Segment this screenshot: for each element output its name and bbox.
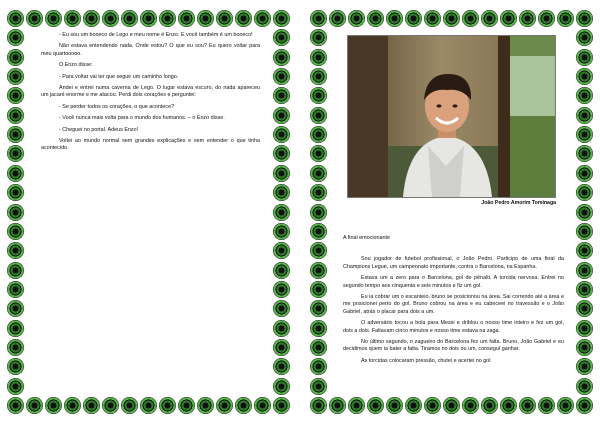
paragraph: - Você nunca mais volta para o mundo dos humanos. – o Enzo disse. (59, 115, 225, 122)
photo-caption: João Pedro Amorim Tominaga (481, 200, 556, 206)
left-page (7, 10, 290, 414)
green-globe-ornament-icon (348, 10, 365, 27)
green-globe-ornament-icon (576, 397, 593, 414)
green-globe-ornament-icon (310, 145, 327, 162)
green-globe-ornament-icon (273, 300, 290, 317)
green-globe-ornament-icon (7, 320, 24, 337)
green-globe-ornament-icon (140, 397, 157, 414)
green-globe-ornament-icon (310, 49, 327, 66)
green-globe-ornament-icon (254, 10, 271, 27)
green-globe-ornament-icon (519, 10, 536, 27)
green-globe-ornament-icon (310, 184, 327, 201)
paragraph: Não estava entendendo nada. Onde estou? O que eu sou? Eu quero voltar para meu quartooooo. (41, 43, 260, 57)
green-globe-ornament-icon (178, 397, 195, 414)
green-globe-ornament-icon (216, 10, 233, 27)
green-globe-ornament-icon (159, 10, 176, 27)
green-globe-ornament-icon (462, 10, 479, 27)
green-globe-ornament-icon (273, 358, 290, 375)
green-globe-ornament-icon (273, 10, 290, 27)
green-globe-ornament-icon (273, 223, 290, 240)
green-globe-ornament-icon (7, 242, 24, 259)
green-globe-ornament-icon (329, 10, 346, 27)
green-globe-ornament-icon (7, 397, 24, 414)
green-globe-ornament-icon (424, 397, 441, 414)
green-globe-ornament-icon (273, 126, 290, 143)
green-globe-ornament-icon (310, 358, 327, 375)
green-globe-ornament-icon (310, 68, 327, 85)
green-globe-ornament-icon (102, 397, 119, 414)
paragraph: No último segundo, o zagueiro do Barcelona fez um falta. Bruno, João Gabriel e eu decidimos quem ia bater a falta. Tiramos no dois ou um, conseguí ganhar. (343, 339, 564, 353)
green-globe-ornament-icon (7, 300, 24, 317)
green-globe-ornament-icon (576, 49, 593, 66)
green-globe-ornament-icon (83, 397, 100, 414)
green-globe-ornament-icon (159, 397, 176, 414)
paragraph: - Cheguei no portal. Adeus Enzo! (59, 126, 139, 133)
green-globe-ornament-icon (576, 320, 593, 337)
green-globe-ornament-icon (576, 358, 593, 375)
green-globe-ornament-icon (273, 87, 290, 104)
green-globe-ornament-icon (576, 242, 593, 259)
green-globe-ornament-icon (310, 10, 327, 27)
green-globe-ornament-icon (576, 378, 593, 395)
story-title: A final emocionante (343, 235, 391, 241)
green-globe-ornament-icon (481, 397, 498, 414)
green-globe-ornament-icon (7, 184, 24, 201)
green-globe-ornament-icon (26, 397, 43, 414)
green-globe-ornament-icon (7, 358, 24, 375)
green-globe-ornament-icon (576, 87, 593, 104)
green-globe-ornament-icon (197, 10, 214, 27)
green-globe-ornament-icon (273, 397, 290, 414)
green-globe-ornament-icon (424, 10, 441, 27)
right-page-text (343, 235, 564, 369)
green-globe-ornament-icon (310, 242, 327, 259)
green-globe-ornament-icon (405, 397, 422, 414)
paragraph: - Se perder todos os corações, o que acontece? (59, 103, 175, 110)
green-globe-ornament-icon (273, 68, 290, 85)
green-globe-ornament-icon (310, 339, 327, 356)
boy-photo (347, 35, 556, 198)
green-globe-ornament-icon (7, 281, 24, 298)
green-globe-ornament-icon (273, 165, 290, 182)
green-globe-ornament-icon (576, 126, 593, 143)
green-globe-ornament-icon (273, 29, 290, 46)
paragraph: Sou jogador de futebol profissional, o João Pedro. Participo de uma final da Champions Legue, um campeonato importante, contra o Barcelona, na Espanha. (343, 256, 564, 270)
green-globe-ornament-icon (273, 184, 290, 201)
green-globe-ornament-icon (310, 204, 327, 221)
green-globe-ornament-icon (443, 10, 460, 27)
green-globe-ornament-icon (273, 262, 290, 279)
green-globe-ornament-icon (500, 397, 517, 414)
paragraph: - Para voltar vai ter que seguir um caminho longo. (59, 73, 179, 80)
paragraph: - Eu sou um boneco de Lego e meu nome é Enzo. E você também é um boneco! (59, 32, 253, 38)
green-globe-ornament-icon (216, 397, 233, 414)
green-globe-ornament-icon (7, 68, 24, 85)
green-globe-ornament-icon (576, 300, 593, 317)
green-globe-ornament-icon (310, 320, 327, 337)
green-globe-ornament-icon (576, 107, 593, 124)
green-globe-ornament-icon (329, 397, 346, 414)
green-globe-ornament-icon (310, 397, 327, 414)
green-globe-ornament-icon (121, 10, 138, 27)
paragraph: O Enzo disse: (59, 62, 93, 69)
paragraph: Eu ia cobrar um o escanteio, bruno se posicionou na área. Sai correndo até a área e me posicionei perto do gol. Bruno cobrou na área e eu cabeceei no travessão e o João Gabriel, atrás o placar para dois a um. (343, 294, 564, 315)
green-globe-ornament-icon (273, 145, 290, 162)
green-globe-ornament-icon (576, 204, 593, 221)
green-globe-ornament-icon (310, 126, 327, 143)
green-globe-ornament-icon (45, 397, 62, 414)
green-globe-ornament-icon (557, 10, 574, 27)
green-globe-ornament-icon (576, 184, 593, 201)
green-globe-ornament-icon (64, 10, 81, 27)
green-globe-ornament-icon (367, 10, 384, 27)
green-globe-ornament-icon (348, 397, 365, 414)
green-globe-ornament-icon (197, 397, 214, 414)
green-globe-ornament-icon (576, 339, 593, 356)
green-globe-ornament-icon (7, 107, 24, 124)
green-globe-ornament-icon (273, 49, 290, 66)
green-globe-ornament-icon (7, 126, 24, 143)
green-globe-ornament-icon (576, 68, 593, 85)
green-globe-ornament-icon (254, 397, 271, 414)
green-globe-ornament-icon (235, 397, 252, 414)
green-globe-ornament-icon (481, 10, 498, 27)
green-globe-ornament-icon (121, 397, 138, 414)
green-globe-ornament-icon (576, 165, 593, 182)
green-globe-ornament-icon (7, 49, 24, 66)
paragraph: Estava um a zero para o Barcelona, gol de pênalti. A torcida nervosa. Entrei no segundo tempo aos cinquenta e seis minutos e fiz um gol. (343, 275, 564, 289)
green-globe-ornament-icon (273, 339, 290, 356)
green-globe-ornament-icon (273, 107, 290, 124)
green-globe-ornament-icon (557, 397, 574, 414)
green-globe-ornament-icon (576, 145, 593, 162)
green-globe-ornament-icon (7, 87, 24, 104)
green-globe-ornament-icon (7, 223, 24, 240)
paragraph: O adversário tocou a bola para Messi e driblou o nosso time inteiro e fez um gol, dois a dois. Faltavam cinco minutos e nosso time estava na zaga. (343, 320, 564, 334)
green-globe-ornament-icon (45, 10, 62, 27)
green-globe-ornament-icon (7, 204, 24, 221)
green-globe-ornament-icon (386, 397, 403, 414)
green-globe-ornament-icon (576, 29, 593, 46)
paragraph: As torcidas colocaram pressão, chutei e acertei no gol. (361, 357, 492, 364)
green-globe-ornament-icon (7, 262, 24, 279)
green-globe-ornament-icon (519, 397, 536, 414)
paragraph: Voltei ao mundo normal sem grandes explicações e sem entender o que tinha acontecido. (41, 138, 260, 152)
paragraph: Andei e entrei numa caverna de Lego. O lugar estava escuro, do nada apareceu um jacaré enorme e me atacou. Perdi dois corações e perguntei: (41, 85, 260, 99)
green-globe-ornament-icon (273, 242, 290, 259)
green-globe-ornament-icon (310, 107, 327, 124)
green-globe-ornament-icon (538, 10, 555, 27)
green-globe-ornament-icon (405, 10, 422, 27)
green-globe-ornament-icon (462, 397, 479, 414)
green-globe-ornament-icon (273, 320, 290, 337)
green-globe-ornament-icon (386, 10, 403, 27)
right-page (310, 10, 593, 414)
green-globe-ornament-icon (102, 10, 119, 27)
green-globe-ornament-icon (235, 10, 252, 27)
green-globe-ornament-icon (83, 10, 100, 27)
green-globe-ornament-icon (7, 145, 24, 162)
green-globe-ornament-icon (7, 378, 24, 395)
green-globe-ornament-icon (273, 281, 290, 298)
green-globe-ornament-icon (500, 10, 517, 27)
green-globe-ornament-icon (140, 10, 157, 27)
green-globe-ornament-icon (538, 397, 555, 414)
left-page-text (41, 32, 260, 157)
green-globe-ornament-icon (443, 397, 460, 414)
green-globe-ornament-icon (64, 397, 81, 414)
green-globe-ornament-icon (273, 378, 290, 395)
green-globe-ornament-icon (576, 10, 593, 27)
green-globe-ornament-icon (178, 10, 195, 27)
green-globe-ornament-icon (310, 87, 327, 104)
green-globe-ornament-icon (310, 262, 327, 279)
green-globe-ornament-icon (310, 29, 327, 46)
green-globe-ornament-icon (310, 300, 327, 317)
green-globe-ornament-icon (310, 378, 327, 395)
green-globe-ornament-icon (26, 10, 43, 27)
green-globe-ornament-icon (310, 223, 327, 240)
green-globe-ornament-icon (7, 29, 24, 46)
green-globe-ornament-icon (273, 204, 290, 221)
green-globe-ornament-icon (7, 165, 24, 182)
green-globe-ornament-icon (7, 339, 24, 356)
green-globe-ornament-icon (310, 165, 327, 182)
green-globe-ornament-icon (7, 10, 24, 27)
green-globe-ornament-icon (576, 281, 593, 298)
green-globe-ornament-icon (576, 262, 593, 279)
green-globe-ornament-icon (367, 397, 384, 414)
green-globe-ornament-icon (576, 223, 593, 240)
green-globe-ornament-icon (310, 281, 327, 298)
boy-photo-illustration (348, 36, 555, 197)
